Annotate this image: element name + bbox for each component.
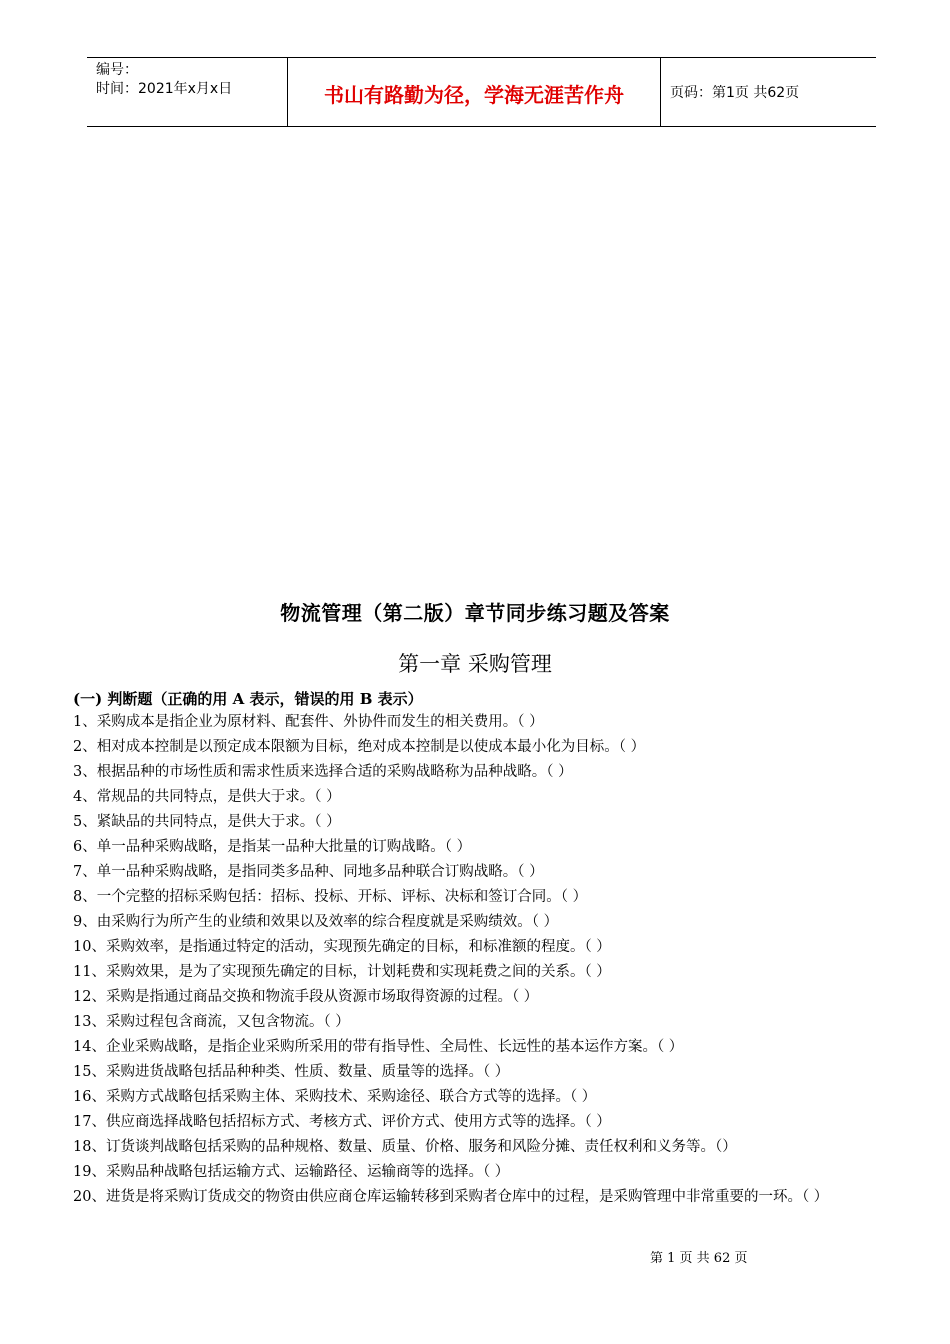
question-item: 1、采购成本是指企业为原材料、配套件、外协件而发生的相关费用。（ ）: [73, 714, 544, 730]
chapter-heading: 第一章 采购管理: [398, 652, 552, 676]
question-item: 5、紧缺品的共同特点，是供大于求。（ ）: [73, 814, 341, 830]
question-item: 16、采购方式战略包括采购主体、采购技术、采购途径、联合方式等的选择。（ ）: [73, 1089, 597, 1105]
time-label: 时间：2021年x月x日: [96, 81, 233, 97]
question-item: 19、采购品种战略包括运输方式、运输路径、运输商等的选择。（ ）: [73, 1164, 510, 1180]
question-item: 7、单一品种采购战略，是指同类多品种、同地多品种联合订购战略。（ ）: [73, 864, 544, 880]
section-heading: (一) 判断题（正确的用 A 表示，错误的用 B 表示）: [73, 690, 423, 708]
question-list: [73, 710, 893, 1210]
question-item: 10、采购效率，是指通过特定的活动，实现预先确定的目标，和标准额的程度。（ ）: [73, 939, 611, 955]
question-item: 2、相对成本控制是以预定成本限额为目标，绝对成本控制是以使成本最小化为目标。（ ）: [73, 739, 646, 755]
header-motto-cell: [288, 58, 661, 126]
number-label: 编号：: [96, 62, 138, 78]
question-item: 12、采购是指通过商品交换和物流手段从资源市场取得资源的过程。（ ）: [73, 989, 539, 1005]
document-header: [87, 57, 876, 127]
question-item: 15、采购进货战略包括品种种类、性质、数量、质量等的选择。（ ）: [73, 1064, 510, 1080]
question-item: 4、常规品的共同特点，是供大于求。（ ）: [73, 789, 341, 805]
header-motto: 书山有路勤为径，学海无涯苦作舟: [324, 82, 624, 107]
question-item: 6、单一品种采购战略，是指某一品种大批量的订购战略。（ ）: [73, 839, 472, 855]
header-page-info: 页码：第1页 共62页: [670, 85, 800, 101]
page-footer: 第 1 页 共 62 页: [650, 1251, 748, 1266]
question-item: 18、订货谈判战略包括采购的品种规格、数量、质量、价格、服务和风险分摊、责任权利和义务等。（）: [73, 1139, 737, 1155]
question-item: 9、由采购行为所产生的业绩和效果以及效率的综合程度就是采购绩效。（ ）: [73, 914, 559, 930]
question-item: 14、企业采购战略，是指企业采购所采用的带有指导性、全局性、长远性的基本运作方案。（ ）: [73, 1039, 684, 1055]
document-title: 物流管理（第二版）章节同步练习题及答案: [280, 601, 670, 625]
question-item: 11、采购效果，是为了实现预先确定的目标，计划耗费和实现耗费之间的关系。（ ）: [73, 964, 611, 980]
question-item: 3、根据品种的市场性质和需求性质来选择合适的采购战略称为品种战略。（ ）: [73, 764, 573, 780]
header-meta: [87, 58, 288, 126]
question-item: 8、一个完整的招标采购包括：招标、投标、开标、评标、决标和签订合同。（ ）: [73, 889, 588, 905]
question-item: 13、采购过程包含商流，又包含物流。（ ）: [73, 1014, 350, 1030]
question-item: 20、进货是将采购订货成交的物资由供应商仓库运输转移到采购者仓库中的过程，是采购管理中非常重要的一环。（ ）: [73, 1189, 829, 1205]
question-item: 17、供应商选择战略包括招标方式、考核方式、评价方式、使用方式等的选择。（ ）: [73, 1114, 611, 1130]
